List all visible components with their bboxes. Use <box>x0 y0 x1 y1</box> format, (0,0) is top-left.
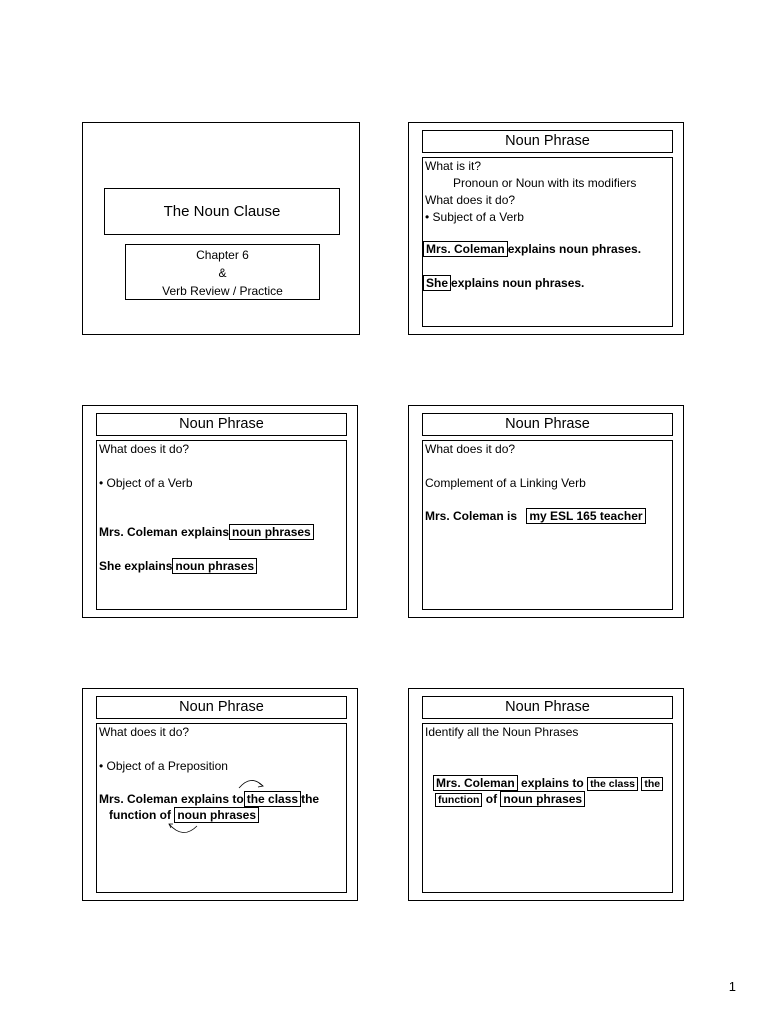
noun-phrase-highlight: my ESL 165 teacher <box>526 508 645 524</box>
slide-subtitle-box <box>125 244 320 300</box>
slide-body <box>422 723 673 893</box>
bullet-line: • Object of a Preposition <box>99 759 228 773</box>
sentence-word: the <box>301 792 320 806</box>
text-line: What does it do? <box>99 725 190 739</box>
slide-title: Noun Phrase <box>422 413 673 436</box>
slide-body <box>96 440 347 610</box>
noun-phrase-highlight: Mrs. Coleman <box>423 241 508 257</box>
subtitle-line: Verb Review / Practice <box>162 284 283 298</box>
sentence-start: She explains <box>99 559 173 573</box>
slide-4 <box>408 405 684 618</box>
noun-phrase-highlight: Mrs. Coleman <box>433 775 518 791</box>
sentence-word: of <box>485 792 498 806</box>
example-sentence <box>99 792 319 806</box>
sentence-start: function of <box>109 808 171 822</box>
slide-title-box <box>104 188 340 235</box>
noun-phrase-highlight: noun phrases <box>174 807 259 823</box>
text-line: What does it do? <box>425 193 516 207</box>
slide-body <box>422 440 673 610</box>
noun-phrase-highlight: the class <box>587 777 638 791</box>
example-sentence <box>109 808 259 822</box>
sentence-rest: explains noun phrases. <box>507 242 642 256</box>
example-sentence <box>433 776 663 791</box>
bullet-line: • Object of a Verb <box>99 476 193 490</box>
example-sentence <box>435 792 585 807</box>
text-line: What is it? <box>425 159 482 173</box>
text-line: What does it do? <box>99 442 190 456</box>
noun-phrase-highlight: noun phrases <box>172 558 257 574</box>
slide-title: Noun Phrase <box>96 696 347 719</box>
bullet-line: • Subject of a Verb <box>425 210 524 224</box>
example-sentence <box>99 525 314 539</box>
text-line: Complement of a Linking Verb <box>425 476 586 490</box>
noun-phrase-highlight: the <box>641 777 663 791</box>
sentence-start: Mrs. Coleman explains to <box>99 792 244 806</box>
subtitle-line: Chapter 6 <box>196 248 249 262</box>
noun-phrase-highlight: noun phrases <box>229 524 314 540</box>
slide-body <box>96 723 347 893</box>
slide-title: The Noun Clause <box>163 203 281 220</box>
slide-2 <box>408 122 684 335</box>
slide-title: Noun Phrase <box>96 413 347 436</box>
slide-title: Noun Phrase <box>422 130 673 153</box>
noun-phrase-highlight: the class <box>244 791 301 807</box>
curved-arrow-icon <box>165 822 201 838</box>
example-sentence <box>423 276 584 290</box>
slide-1 <box>82 122 360 335</box>
example-sentence <box>423 242 641 256</box>
subtitle-line: & <box>218 266 227 280</box>
page-number: 1 <box>728 979 736 994</box>
slide-5 <box>82 688 358 901</box>
example-sentence <box>425 509 646 523</box>
slide-6 <box>408 688 684 901</box>
sentence-word: explains to <box>521 776 584 790</box>
sentence-start: Mrs. Coleman explains <box>99 525 230 539</box>
text-line: What does it do? <box>425 442 516 456</box>
noun-phrase-highlight: function <box>435 793 482 807</box>
text-line: Pronoun or Noun with its modifiers <box>453 176 637 190</box>
example-sentence <box>99 559 257 573</box>
text-line: Identify all the Noun Phrases <box>425 725 579 739</box>
noun-phrase-highlight: She <box>423 275 451 291</box>
slide-body <box>422 157 673 327</box>
slide-title: Noun Phrase <box>422 696 673 719</box>
slide-3 <box>82 405 358 618</box>
sentence-rest: explains noun phrases. <box>451 276 585 290</box>
curved-arrow-icon <box>235 774 267 790</box>
noun-phrase-highlight: noun phrases <box>500 791 585 807</box>
sentence-start: Mrs. Coleman is <box>425 509 518 523</box>
